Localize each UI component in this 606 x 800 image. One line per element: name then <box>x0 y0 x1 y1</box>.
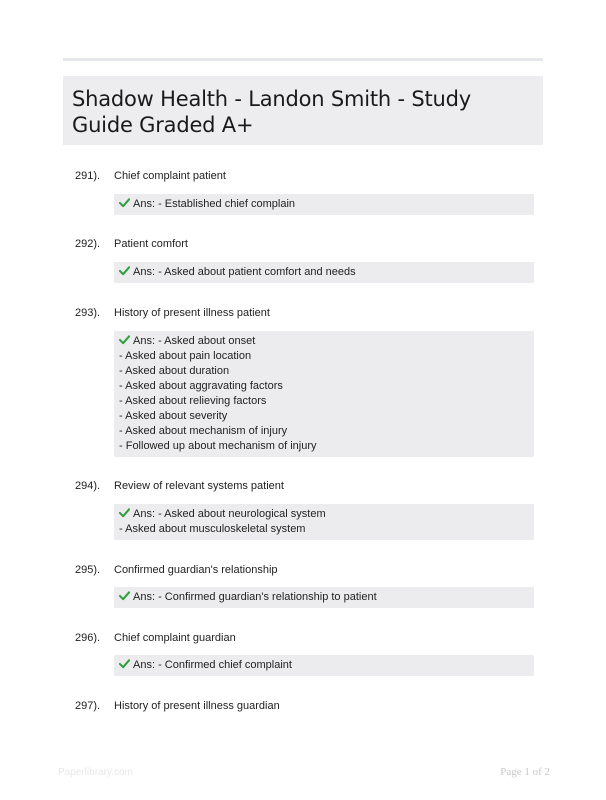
question-text: Chief complaint patient <box>114 170 226 182</box>
question-number: 294). <box>75 480 101 492</box>
answer-text: Ans: - Asked about onset <box>133 335 256 347</box>
answer-box <box>114 194 534 215</box>
answer-text: Ans: - Confirmed chief complaint <box>133 659 292 671</box>
page-number: Page 1 of 2 <box>500 766 550 778</box>
checkmark-icon <box>119 507 130 518</box>
question-number: 292). <box>75 238 101 250</box>
title-banner <box>63 76 543 145</box>
answer-text: Ans: - Asked about patient comfort and needs <box>133 266 356 278</box>
answer-line: - Asked about pain location <box>119 350 252 362</box>
answer-line: - Asked about duration <box>119 365 230 377</box>
answer-line <box>119 265 529 280</box>
answer-line <box>119 658 529 673</box>
answer-line: - Asked about mechanism of injury <box>119 425 288 437</box>
question-number: 296). <box>75 632 101 644</box>
question-number: 297). <box>75 700 101 712</box>
answer-line <box>119 197 529 212</box>
question-text: History of present illness patient <box>114 307 270 319</box>
top-rule <box>63 58 543 61</box>
answer-line: - Asked about aggravating factors <box>119 380 283 392</box>
answer-box <box>114 331 534 457</box>
question-text: History of present illness guardian <box>114 700 280 712</box>
answer-line <box>119 334 529 349</box>
answer-box <box>114 504 534 540</box>
checkmark-icon <box>119 265 130 276</box>
answer-text: Ans: - Asked about neurological system <box>133 508 326 520</box>
checkmark-icon <box>119 658 130 669</box>
answer-line <box>119 507 529 522</box>
question-number: 295). <box>75 564 101 576</box>
question-text: Review of relevant systems patient <box>114 480 284 492</box>
question-text: Confirmed guardian's relationship <box>114 564 278 576</box>
answer-line: - Followed up about mechanism of injury <box>119 440 317 452</box>
question-number: 291). <box>75 170 101 182</box>
question-number: 293). <box>75 307 101 319</box>
answer-box <box>114 655 534 676</box>
question-text: Patient comfort <box>114 238 188 250</box>
checkmark-icon <box>119 197 130 208</box>
answer-text: Ans: - Confirmed guardian's relationship to patient <box>133 591 377 603</box>
question-text: Chief complaint guardian <box>114 632 236 644</box>
answer-box <box>114 262 534 283</box>
answer-line: - Asked about musculoskeletal system <box>119 523 306 535</box>
answer-text: Ans: - Established chief complain <box>133 198 296 210</box>
answer-box <box>114 587 534 608</box>
checkmark-icon <box>119 334 130 345</box>
footer-watermark: Paperlibrary.com <box>58 767 133 778</box>
checkmark-icon <box>119 590 130 601</box>
answer-line: - Asked about severity <box>119 410 228 422</box>
answer-line <box>119 590 529 605</box>
document-title: Shadow Health - Landon Smith - Study Guide Graded A+ <box>72 87 471 137</box>
answer-line: - Asked about relieving factors <box>119 395 267 407</box>
